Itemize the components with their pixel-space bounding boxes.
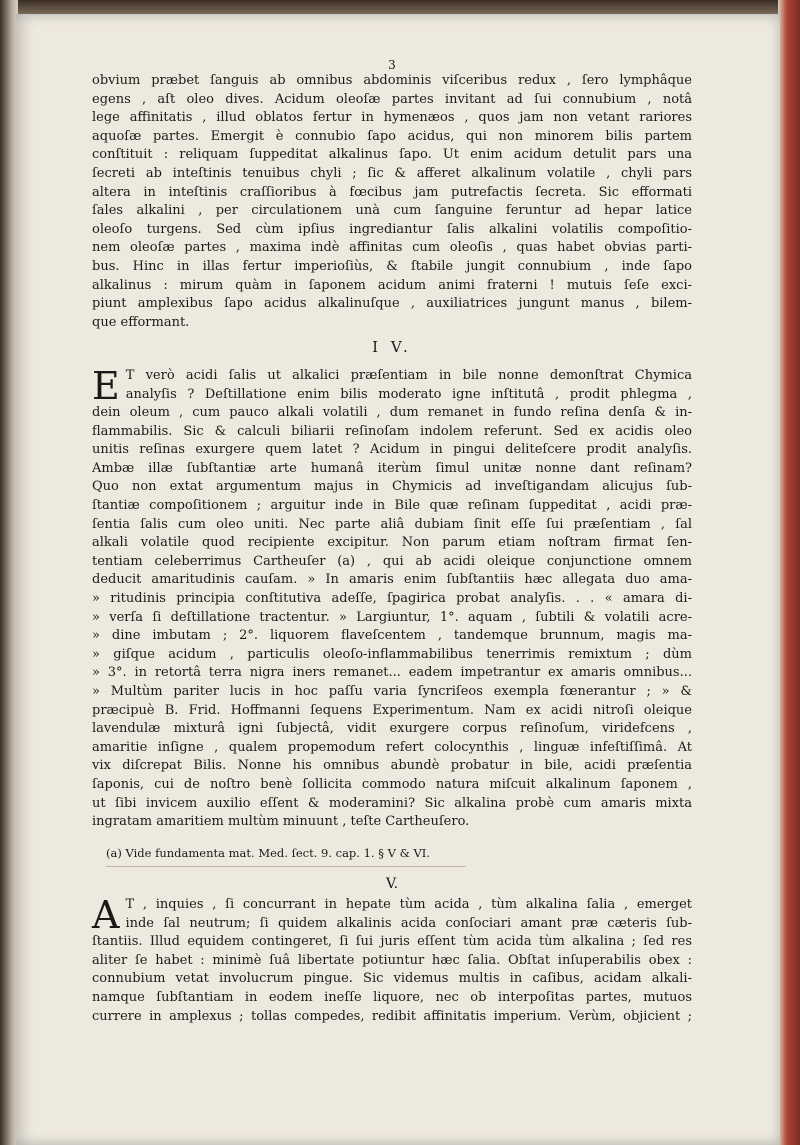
text-line: lavendulæ mixturâ igni ſubjectâ, vidit exurgere corpus reſinoſum, viridefcens , — [92, 721, 692, 737]
text-line: » verſa ſi deſtillatione tractentur. » Largiuntur, 1°. aquam , ſubtili & volatili acre- — [92, 609, 692, 625]
text-line: » 3°. in retortâ terra nigra iners remanet... eadem impetrantur ex amaris omnibus... — [92, 665, 692, 681]
section-heading-v: V. — [385, 876, 399, 893]
book-page — [16, 14, 780, 1145]
text-line: nem oleoſæ partes , maxima indè affinitas cum oleoſis , quas habet obvias parti- — [92, 240, 692, 256]
text-line: oleoſo turgens. Sed cùm ipſius ingrediantur ſalis alkalini volatilis compoſitio- — [92, 221, 692, 237]
text-line: ut ſibi invicem auxilio eſſent & moderamini? Sic alkalina probè cum amaris mixta — [92, 795, 692, 811]
text-line: aliter ſe habet : minimè ſuâ libertate potiuntur hæc ſalia. Obſtat inſuperabilis obex : — [92, 952, 692, 968]
text-line: ſaponis, cui de noſtro benè ſollicita commodo natura miſcuit alkalinum ſaponem , — [92, 776, 692, 792]
text-line: conſtituit : reliquam ſuppeditat alkalinus ſapo. Ut enim acidum detulit pars una — [92, 147, 692, 163]
text-line: que efformant. — [92, 314, 190, 330]
drop-cap-a: A — [92, 892, 120, 937]
paragraph-section-3-continued — [92, 72, 692, 332]
text-line: » ritudinis principia conſtitutiva adeſſe, ſpagirica probat analyſis. . . « amara di- — [92, 591, 692, 607]
text-line: egens , aſt oleo dives. Acidum oleoſæ partes invitant ad ſui connubium , notâ — [92, 91, 692, 107]
book-fore-edge — [778, 0, 800, 1145]
text-line: ſecreti ab inteſtinis tenuibus chyli ; ſic & afferet alkalinum volatile , chyli pars — [92, 165, 692, 181]
text-line: ſtantiis. Illud equidem contingeret, ſi ſui juris eſſent tùm acida tùm alkalina ; ſed res — [92, 934, 692, 950]
text-line: ingratam amaritiem multùm minuunt , teſte Cartheuſero. — [92, 814, 470, 830]
text-line: » dine imbutam ; 2°. liquorem flaveſcentem , tandemque brunnum, magis ma- — [92, 628, 692, 644]
text-line: Ambæ illæ ſubſtantiæ arte humanâ iterùm ſimul unitæ nonne dant reſinam? — [92, 460, 692, 476]
text-line: vix diſcrepat Bilis. Nonne his omnibus abundè probatur in bile, acidi præſentia — [92, 758, 692, 774]
text-line: obvium præbet ſanguis ab omnibus abdominis viſceribus redux , ſero lymphâque — [92, 73, 692, 88]
footnote: (a) Vide fundamenta mat. Med. ſect. 9. cap. 1. § V & VI. — [106, 844, 466, 868]
page-content — [92, 58, 692, 1026]
text-line: piunt amplexibus ſapo acidus alkalinuſque , auxiliatrices jungunt manus , bilem- — [92, 296, 692, 312]
section-heading-iv: I V. — [372, 338, 412, 357]
text-line: præcipuè B. Frid. Hoffmanni ſequens Experimentum. Nam ex acidi nitroſi oleique — [92, 702, 692, 718]
text-line: connubium vetat involucrum pingue. Sic videmus multis in caſibus, acidam alkali- — [92, 971, 692, 987]
text-line: deducit amaritudinis cauſam. » In amaris enim ſubſtantiis hæc allegata duo ama- — [92, 572, 692, 588]
text-line: tentiam celeberrimus Cartheuſer (a) , qui ab acidi oleique conjunctione omnem — [92, 553, 692, 569]
text-line: namque ſubſtantiam in eodem ineſſe liquore, nec ob interpoſitas partes, mutuos — [92, 989, 692, 1005]
paragraph-section-iv — [92, 363, 692, 832]
text-line: » Multùm pariter lucis in hoc paſſu varia ſyncriſeos exempla fœnerantur ; » & — [92, 684, 692, 699]
text-line: flammabilis. Sic & calculi biliarii reſinoſam indolem referunt. Sed ex acidis oleo — [92, 423, 692, 439]
text-line: alkalinus : mirum quàm in ſaponem acidum animi fraterni ! mutuis ſeſe exci- — [92, 277, 692, 293]
text-line: ſtantiæ compoſitionem ; arguitur inde in Bile quæ reſinam ſuppeditat , acidi præ- — [92, 498, 692, 514]
text-line: altera in inteſtinis craſſioribus à fœcibus jam putrefactis ſecreta. Sic efformati — [92, 184, 692, 200]
text-line: dein oleum , cum pauco alkali volatili , dum remanet in fundo reſina denſa & in- — [92, 405, 692, 421]
text-line: alkali volatile quod recipiente excipitur. Non parum etiam noſtram firmat ſen- — [92, 535, 692, 551]
page-number: 3 — [388, 58, 396, 72]
text-line: lege affinitatis , illud oblatos fertur in hymenæos , quos jam non vetant rariores — [92, 110, 692, 126]
text-line: ſentia ſalis cum oleo uniti. Nec parte aliâ dubiam ſinit eſſe ſui præſentiam , ſal — [92, 516, 692, 532]
text-line: T verò acidi ſalis ut alkalici præſentiam in bile nonne demonſtrat Chymica — [125, 367, 692, 383]
text-line: analyſis ? Deſtillatione enim bilis moderato igne inſtitutâ , prodit phlegma , — [125, 386, 692, 402]
text-line: T , inquies , ſi concurrant in hepate tùm acida , tùm alkalina ſalia , emerget — [125, 896, 692, 912]
drop-cap-e: E — [92, 363, 120, 408]
text-line: Quo non extat argumentum majus in Chymicis ad inveſtigandam alicujus ſub- — [92, 479, 692, 495]
text-line: unitis reſinas exurgere quem latet ? Acidum in pingui deliteſcere prodit analyſis. — [92, 442, 692, 458]
text-line: amaritie inſigne , qualem propemodum refert colocynthis , linguæ infeſtiſſimâ. At — [92, 739, 692, 755]
text-line: » giſque acidum , particulis oleoſo-inflammabilibus tenerrimis remixtum ; dùm — [92, 646, 692, 662]
text-line: currere in amplexus ; tollas compedes, redibit affinitatis imperium. Verùm, objicient ; — [92, 1008, 692, 1024]
text-line: inde ſal neutrum; ſi quidem alkalinis acida conſociari amant præ cæteris ſub- — [125, 915, 692, 931]
text-line: aquoſæ partes. Emergit è connubio ſapo acidus, qui non minorem bilis partem — [92, 128, 692, 144]
text-line: ſales alkalini , per circulationem unà cum ſanguine feruntur ad hepar latice — [92, 203, 692, 219]
text-line: bus. Hinc in illas fertur imperioſiùs, & ſtabile jungit connubium , inde ſapo — [92, 258, 692, 274]
paragraph-section-v — [92, 892, 692, 1026]
